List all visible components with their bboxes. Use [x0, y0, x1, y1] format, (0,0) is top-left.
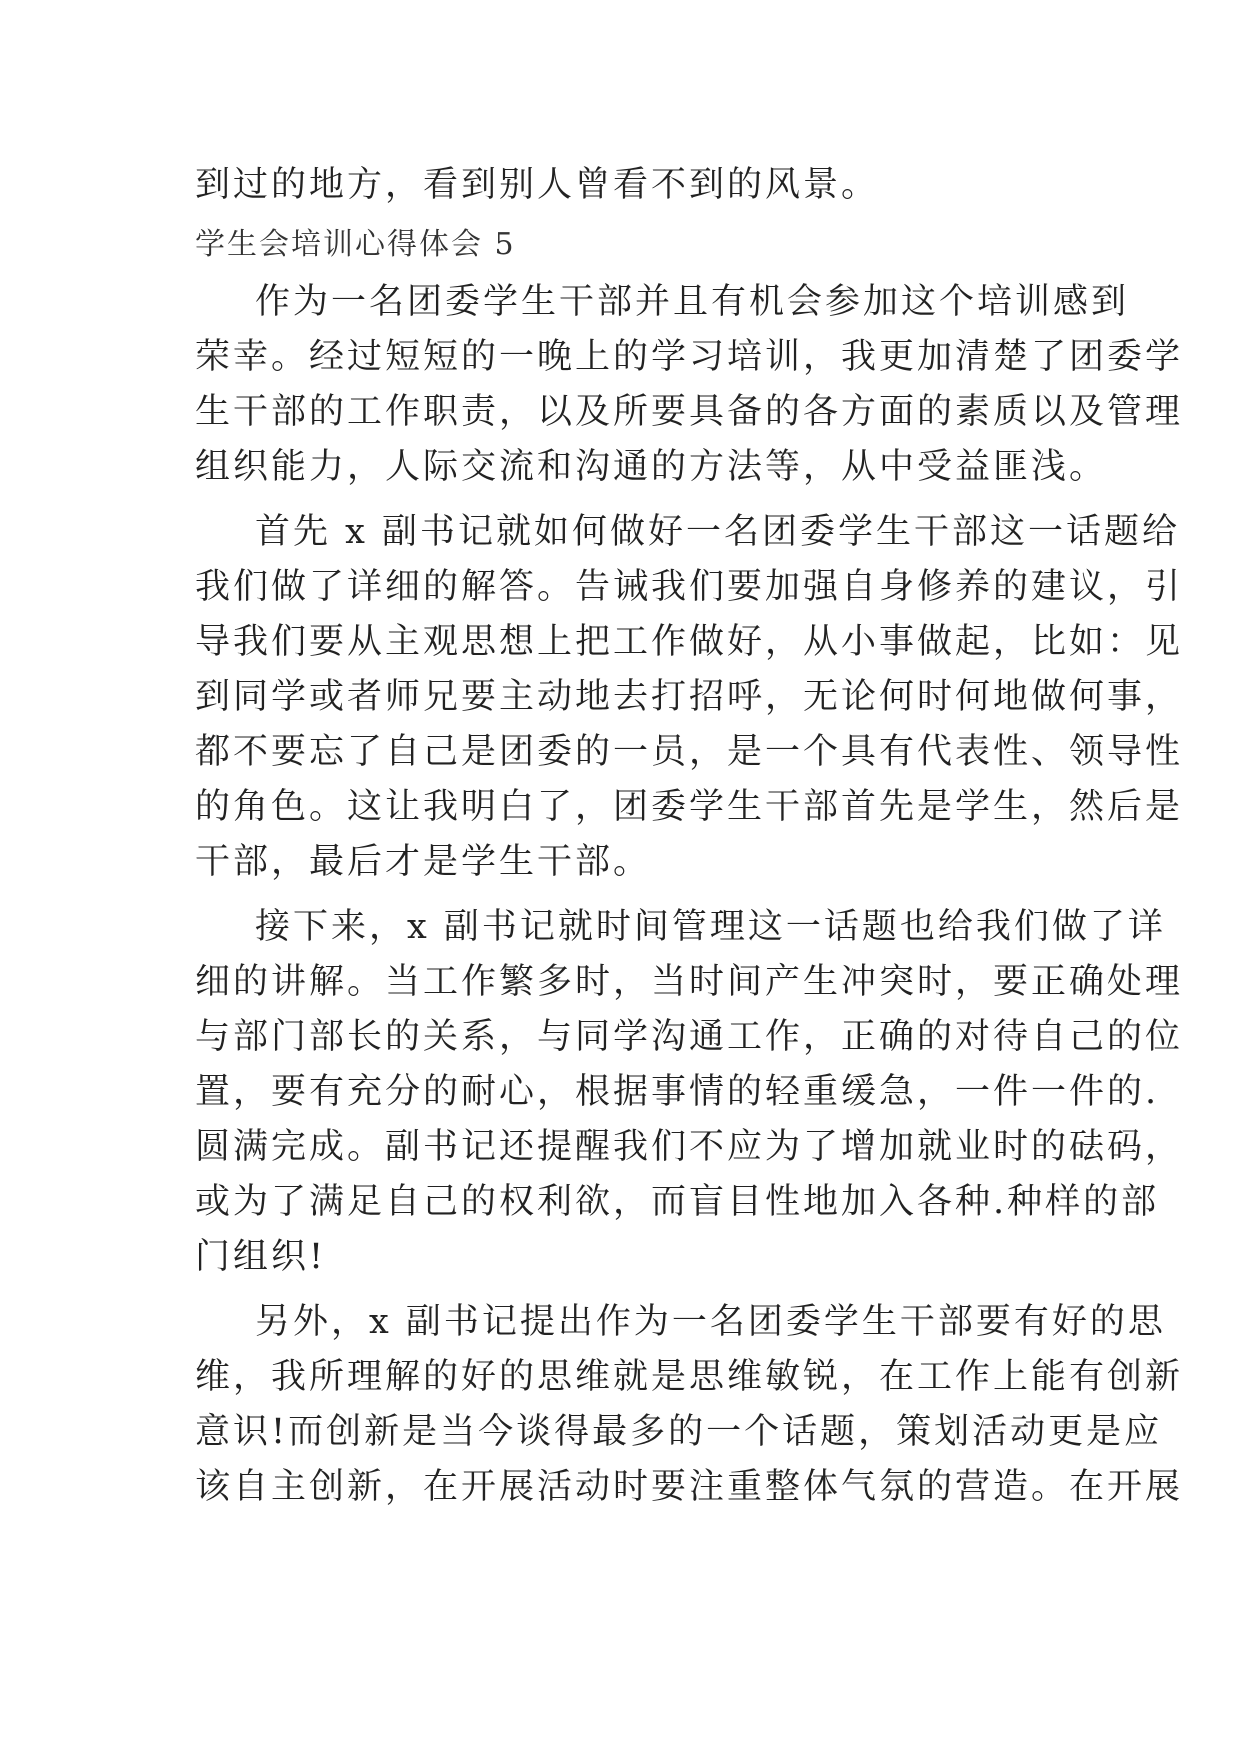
paragraph-line: 都不要忘了自己是团委的一员，是一个具有代表性、领导性: [195, 732, 1184, 772]
paragraph-line: 作为一名团委学生干部并且有机会参加这个培训感到: [255, 282, 1130, 322]
paragraph-line: 与部门部长的关系，与同学沟通工作，正确的对待自己的位: [195, 1017, 1184, 1057]
section-heading: 学生会培训心得体会 5: [195, 227, 516, 262]
paragraph-line: 的角色。这让我明白了，团委学生干部首先是学生，然后是: [195, 787, 1184, 827]
paragraph-line: 我们做了详细的解答。告诫我们要加强自身修养的建议，引: [195, 567, 1184, 607]
paragraph-line: 导我们要从主观思想上把工作做好，从小事做起，比如：见: [195, 622, 1184, 662]
paragraph-line: 荣幸。经过短短的一晚上的学习培训，我更加清楚了团委学: [195, 337, 1184, 377]
paragraph-line: 另外，x 副书记提出作为一名团委学生干部要有好的思: [255, 1302, 1166, 1342]
paragraph-line: 到同学或者师兄要主动地去打招呼，无论何时何地做何事，: [195, 677, 1184, 717]
paragraph-line: 干部，最后才是学生干部。: [195, 842, 652, 882]
paragraph-line: 组织能力，人际交流和沟通的方法等，从中受益匪浅。: [195, 447, 1108, 487]
paragraph-line: 意识!而创新是当今谈得最多的一个话题，策划活动更是应: [195, 1412, 1163, 1452]
paragraph-line: 门组织!: [195, 1237, 327, 1277]
paragraph-line: 接下来，x 副书记就时间管理这一话题也给我们做了详: [255, 907, 1166, 947]
paragraph-line: 细的讲解。当工作繁多时，当时间产生冲突时，要正确处理: [195, 962, 1184, 1002]
paragraph-line: 生干部的工作职责，以及所要具备的各方面的素质以及管理: [195, 392, 1184, 432]
paragraph-line: 置，要有充分的耐心，根据事情的轻重缓急，一件一件的.: [195, 1072, 1160, 1112]
paragraph-line: 首先 x 副书记就如何做好一名团委学生干部这一话题给: [255, 512, 1180, 552]
paragraph-line: 圆满完成。副书记还提醒我们不应为了增加就业时的砝码，: [195, 1127, 1184, 1167]
paragraph-line: 或为了满足自己的权利欲，而盲目性地加入各种.种样的部: [195, 1182, 1160, 1222]
paragraph-line: 维，我所理解的好的思维就是思维敏锐，在工作上能有创新: [195, 1357, 1184, 1397]
text-line: 到过的地方，看到别人曾看不到的风景。: [195, 165, 880, 205]
paragraph-line: 该自主创新，在开展活动时要注重整体气氛的营造。在开展: [195, 1467, 1184, 1507]
